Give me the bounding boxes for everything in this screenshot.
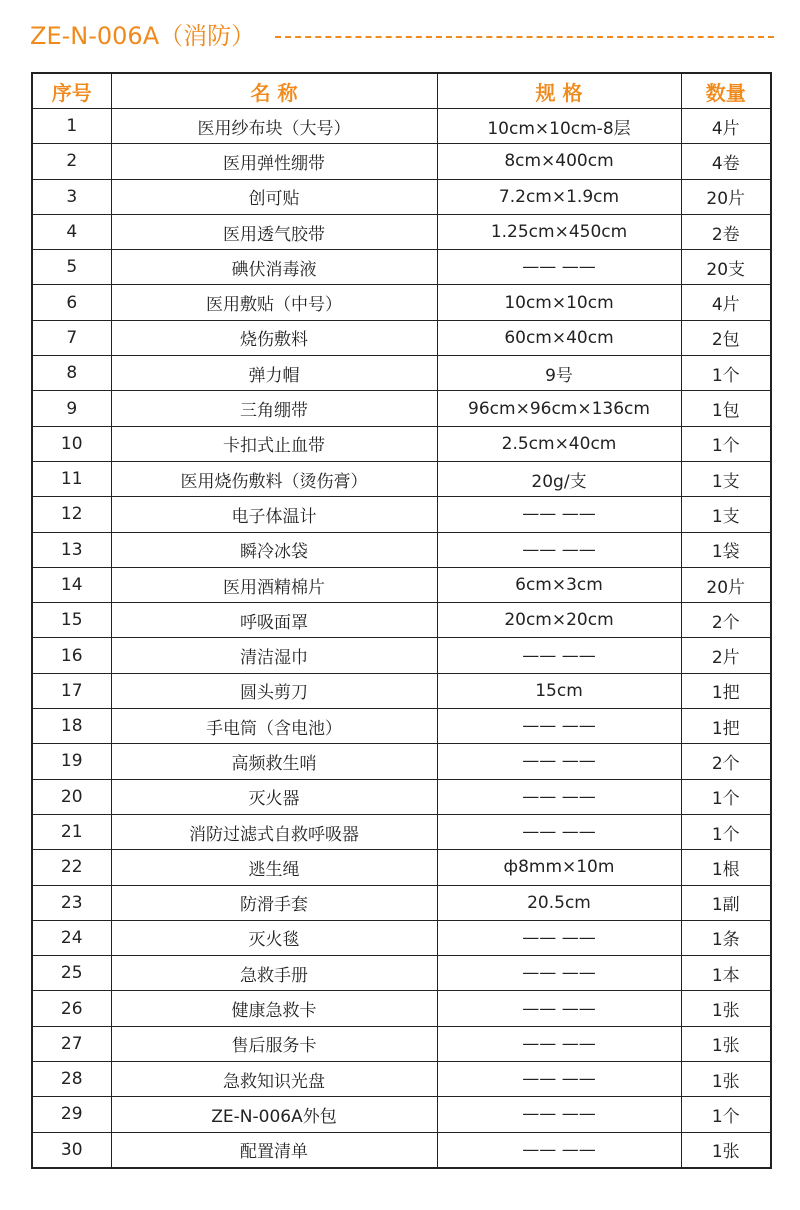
table-row bbox=[32, 603, 771, 638]
header-quantity: 数量 bbox=[681, 73, 771, 109]
table-row bbox=[32, 532, 771, 567]
cell-quantity: 20支 bbox=[681, 250, 771, 285]
cell-quantity: 1张 bbox=[681, 1062, 771, 1097]
cell-name: 三角绷带 bbox=[111, 391, 437, 426]
cell-spec: 20.5cm bbox=[437, 885, 681, 920]
cell-spec: 10cm×10cm bbox=[437, 285, 681, 320]
cell-number: 11 bbox=[32, 461, 111, 496]
cell-number: 28 bbox=[32, 1062, 111, 1097]
cell-quantity: 1把 bbox=[681, 709, 771, 744]
cell-name: 防滑手套 bbox=[111, 885, 437, 920]
cell-name: 瞬冷冰袋 bbox=[111, 532, 437, 567]
cell-name: 灭火毯 bbox=[111, 920, 437, 955]
table-row bbox=[32, 144, 771, 179]
table-row bbox=[32, 567, 771, 602]
kit-contents-table bbox=[31, 72, 772, 1169]
cell-name: ZE-N-006A外包 bbox=[111, 1097, 437, 1132]
cell-spec: —— —— bbox=[437, 814, 681, 849]
cell-spec: ф8mm×10m bbox=[437, 850, 681, 885]
table-row bbox=[32, 285, 771, 320]
table-row bbox=[32, 850, 771, 885]
cell-quantity: 1个 bbox=[681, 814, 771, 849]
cell-name: 医用酒精棉片 bbox=[111, 567, 437, 602]
cell-name: 配置清单 bbox=[111, 1132, 437, 1168]
cell-spec: 9号 bbox=[437, 356, 681, 391]
cell-number: 13 bbox=[32, 532, 111, 567]
cell-name: 电子体温计 bbox=[111, 497, 437, 532]
cell-number: 8 bbox=[32, 356, 111, 391]
cell-spec: —— —— bbox=[437, 1062, 681, 1097]
cell-spec: 2.5cm×40cm bbox=[437, 426, 681, 461]
table-row bbox=[32, 320, 771, 355]
cell-spec: —— —— bbox=[437, 532, 681, 567]
cell-number: 17 bbox=[32, 673, 111, 708]
cell-number: 15 bbox=[32, 603, 111, 638]
cell-name: 急救手册 bbox=[111, 956, 437, 991]
cell-name: 医用烧伤敷料（烫伤膏） bbox=[111, 461, 437, 496]
cell-spec: 20cm×20cm bbox=[437, 603, 681, 638]
table-row bbox=[32, 1062, 771, 1097]
cell-spec: —— —— bbox=[437, 956, 681, 991]
cell-number: 19 bbox=[32, 744, 111, 779]
cell-number: 4 bbox=[32, 214, 111, 249]
cell-name: 弹力帽 bbox=[111, 356, 437, 391]
cell-name: 创可贴 bbox=[111, 179, 437, 214]
cell-quantity: 4片 bbox=[681, 109, 771, 144]
cell-number: 18 bbox=[32, 709, 111, 744]
table-row bbox=[32, 1097, 771, 1132]
cell-spec: 96cm×96cm×136cm bbox=[437, 391, 681, 426]
cell-number: 1 bbox=[32, 109, 111, 144]
cell-quantity: 1个 bbox=[681, 779, 771, 814]
cell-spec: 6cm×3cm bbox=[437, 567, 681, 602]
table-row bbox=[32, 497, 771, 532]
cell-spec: —— —— bbox=[437, 744, 681, 779]
cell-spec: 7.2cm×1.9cm bbox=[437, 179, 681, 214]
cell-quantity: 1个 bbox=[681, 356, 771, 391]
cell-spec: —— —— bbox=[437, 991, 681, 1026]
cell-spec: —— —— bbox=[437, 709, 681, 744]
cell-name: 圆头剪刀 bbox=[111, 673, 437, 708]
header-number: 序号 bbox=[32, 73, 111, 109]
cell-quantity: 1把 bbox=[681, 673, 771, 708]
cell-number: 5 bbox=[32, 250, 111, 285]
cell-quantity: 1根 bbox=[681, 850, 771, 885]
cell-spec: —— —— bbox=[437, 779, 681, 814]
table-row bbox=[32, 638, 771, 673]
cell-number: 7 bbox=[32, 320, 111, 355]
cell-number: 10 bbox=[32, 426, 111, 461]
cell-quantity: 1袋 bbox=[681, 532, 771, 567]
table-row bbox=[32, 779, 771, 814]
cell-quantity: 1本 bbox=[681, 956, 771, 991]
cell-number: 16 bbox=[32, 638, 111, 673]
cell-name: 手电筒（含电池） bbox=[111, 709, 437, 744]
cell-number: 3 bbox=[32, 179, 111, 214]
cell-quantity: 20片 bbox=[681, 567, 771, 602]
table-row bbox=[32, 991, 771, 1026]
cell-number: 23 bbox=[32, 885, 111, 920]
cell-spec: 8cm×400cm bbox=[437, 144, 681, 179]
table-row bbox=[32, 426, 771, 461]
table-row bbox=[32, 109, 771, 144]
cell-name: 健康急救卡 bbox=[111, 991, 437, 1026]
cell-name: 急救知识光盘 bbox=[111, 1062, 437, 1097]
header-spec: 规 格 bbox=[437, 73, 681, 109]
table-row bbox=[32, 956, 771, 991]
cell-number: 9 bbox=[32, 391, 111, 426]
cell-spec: —— —— bbox=[437, 1026, 681, 1061]
cell-quantity: 4片 bbox=[681, 285, 771, 320]
cell-name: 医用透气胶带 bbox=[111, 214, 437, 249]
cell-quantity: 1张 bbox=[681, 1026, 771, 1061]
table-row bbox=[32, 214, 771, 249]
cell-number: 20 bbox=[32, 779, 111, 814]
cell-quantity: 2个 bbox=[681, 603, 771, 638]
cell-number: 14 bbox=[32, 567, 111, 602]
cell-quantity: 1副 bbox=[681, 885, 771, 920]
cell-quantity: 2包 bbox=[681, 320, 771, 355]
cell-quantity: 1支 bbox=[681, 461, 771, 496]
cell-quantity: 2卷 bbox=[681, 214, 771, 249]
title-dashed-divider bbox=[275, 36, 774, 38]
table-row bbox=[32, 814, 771, 849]
cell-number: 24 bbox=[32, 920, 111, 955]
cell-spec: —— —— bbox=[437, 250, 681, 285]
cell-quantity: 1支 bbox=[681, 497, 771, 532]
table-row bbox=[32, 179, 771, 214]
cell-quantity: 20片 bbox=[681, 179, 771, 214]
table-row bbox=[32, 1132, 771, 1168]
cell-quantity: 2个 bbox=[681, 744, 771, 779]
table-row bbox=[32, 391, 771, 426]
cell-number: 2 bbox=[32, 144, 111, 179]
cell-quantity: 4卷 bbox=[681, 144, 771, 179]
cell-name: 卡扣式止血带 bbox=[111, 426, 437, 461]
cell-number: 12 bbox=[32, 497, 111, 532]
cell-name: 烧伤敷料 bbox=[111, 320, 437, 355]
cell-name: 消防过滤式自救呼吸器 bbox=[111, 814, 437, 849]
page-title: ZE-N-006A（消防） bbox=[30, 22, 256, 50]
table-row bbox=[32, 356, 771, 391]
cell-spec: 10cm×10cm-8层 bbox=[437, 109, 681, 144]
cell-quantity: 1个 bbox=[681, 1097, 771, 1132]
table-header-row bbox=[32, 73, 771, 109]
cell-spec: 1.25cm×450cm bbox=[437, 214, 681, 249]
cell-name: 医用纱布块（大号） bbox=[111, 109, 437, 144]
cell-spec: —— —— bbox=[437, 920, 681, 955]
cell-quantity: 1条 bbox=[681, 920, 771, 955]
header-name: 名 称 bbox=[111, 73, 437, 109]
table-row bbox=[32, 461, 771, 496]
cell-spec: —— —— bbox=[437, 638, 681, 673]
cell-quantity: 2片 bbox=[681, 638, 771, 673]
cell-number: 25 bbox=[32, 956, 111, 991]
cell-name: 清洁湿巾 bbox=[111, 638, 437, 673]
table-row bbox=[32, 920, 771, 955]
cell-spec: —— —— bbox=[437, 497, 681, 532]
cell-name: 医用敷贴（中号） bbox=[111, 285, 437, 320]
cell-spec: 60cm×40cm bbox=[437, 320, 681, 355]
cell-name: 医用弹性绷带 bbox=[111, 144, 437, 179]
cell-quantity: 1张 bbox=[681, 1132, 771, 1168]
table-body bbox=[32, 109, 771, 1168]
table-row bbox=[32, 709, 771, 744]
cell-name: 售后服务卡 bbox=[111, 1026, 437, 1061]
cell-quantity: 1张 bbox=[681, 991, 771, 1026]
cell-spec: 20g/支 bbox=[437, 461, 681, 496]
cell-spec: —— —— bbox=[437, 1097, 681, 1132]
cell-number: 26 bbox=[32, 991, 111, 1026]
cell-name: 呼吸面罩 bbox=[111, 603, 437, 638]
cell-number: 22 bbox=[32, 850, 111, 885]
cell-name: 逃生绳 bbox=[111, 850, 437, 885]
cell-name: 高频救生哨 bbox=[111, 744, 437, 779]
cell-number: 6 bbox=[32, 285, 111, 320]
cell-number: 21 bbox=[32, 814, 111, 849]
cell-quantity: 1个 bbox=[681, 426, 771, 461]
cell-spec: 15cm bbox=[437, 673, 681, 708]
cell-name: 碘伏消毒液 bbox=[111, 250, 437, 285]
cell-name: 灭火器 bbox=[111, 779, 437, 814]
table-row bbox=[32, 1026, 771, 1061]
table-row bbox=[32, 744, 771, 779]
table-row bbox=[32, 673, 771, 708]
table-row bbox=[32, 250, 771, 285]
cell-quantity: 1包 bbox=[681, 391, 771, 426]
cell-number: 27 bbox=[32, 1026, 111, 1061]
cell-number: 29 bbox=[32, 1097, 111, 1132]
table-row bbox=[32, 885, 771, 920]
cell-number: 30 bbox=[32, 1132, 111, 1168]
cell-spec: —— —— bbox=[437, 1132, 681, 1168]
